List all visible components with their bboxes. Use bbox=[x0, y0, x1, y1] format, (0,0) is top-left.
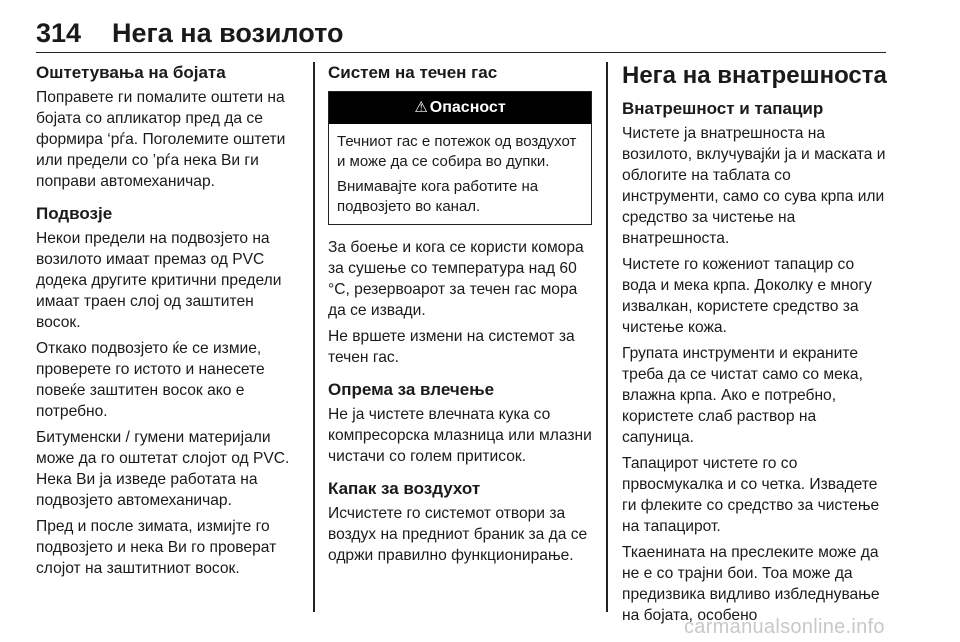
paragraph: Тапацирот чистете го со првосмукалка и со четка. Извадете ги флеките со средство за чистење на тапацирот. bbox=[622, 455, 880, 535]
section-heading-underbody: Подвозје bbox=[36, 204, 113, 223]
watermark: carmanualsonline.info bbox=[684, 616, 885, 638]
danger-box bbox=[328, 91, 592, 225]
section-heading-air-cover: Капак за воздухот bbox=[328, 479, 481, 498]
paragraph: Некои предели на подвозјето на возилото имаат премаз од PVC додека другите критични предели имаат траен слој од заштитен восок. bbox=[36, 230, 282, 331]
paragraph: Битуменски / гумени материјали може да го оштетат слојот од PVC. Нека Ви ја изведе работата на подвозјето автомеханичар. bbox=[36, 429, 290, 509]
paragraph: Течниот гас е потежок од воздухот и може да се собира во дупки. bbox=[337, 133, 577, 170]
warning-triangle-icon: ⚠ bbox=[414, 99, 428, 116]
paragraph: Чистете го кожениот тапацир со вода и мека крпа. Доколку е многу извалкан, користете средство за чистење кожа. bbox=[622, 256, 872, 336]
paragraph: Исчистете го системот отвори за воздух на предниот браник за да се одржи правилно функционирање. bbox=[328, 505, 588, 564]
paragraph: Пред и после зимата, измијте го подвозјето и нека Ви го проверат слојот на заштитниот восок. bbox=[36, 518, 277, 577]
section-heading-gas: Систем на течен гас bbox=[328, 63, 498, 82]
danger-body bbox=[329, 124, 591, 224]
column-right bbox=[622, 62, 890, 631]
paragraph: Чистете ја внатрешноста на возилото, вклучувајќи ја и маската и облогите на таблата со инструменти, само со сува крпа или средство за чистење на внатрешноста. bbox=[622, 125, 886, 247]
section-heading-towing: Опрема за влечење bbox=[328, 380, 495, 399]
section-heading-paint: Оштетувања на бојата bbox=[36, 63, 226, 82]
paragraph: Внимавајте кога работите на подвозјето во канал. bbox=[337, 178, 539, 215]
paragraph: Не вршете измени на системот за течен гас. bbox=[328, 328, 575, 366]
chapter-heading-interior: Нега на внатрешноста bbox=[622, 62, 887, 89]
paragraph: Откако подвозјето ќе се измие, проверете го истото и нанесете повеќе заштитен восок ако е потребно. bbox=[36, 340, 265, 420]
column-divider bbox=[606, 62, 608, 612]
page-number: 314 bbox=[36, 18, 82, 48]
paragraph: Групата инструменти и екраните треба да се чистат само со мека, влажна крпа. Ако е потребно, користете слаб раствор на сапуница. bbox=[622, 345, 863, 446]
paragraph: Не ја чистете влечната кука со компресорска млазница или млазни чистачи со голем притисок. bbox=[328, 406, 592, 465]
section-heading-upholstery: Внатрешност и тапацир bbox=[622, 99, 824, 118]
danger-title: Опасност bbox=[429, 99, 506, 116]
page-header bbox=[36, 18, 886, 53]
page-title: Нега на возилото bbox=[112, 18, 344, 48]
danger-header bbox=[329, 92, 591, 124]
paragraph: Ткаенината на преслеките може да не е со трајни бои. Тоа може да предизвика видливо избледнување на бојата, особено bbox=[622, 544, 880, 624]
paragraph: За боење и кога се користи комора за сушење со температура над 60 °C, резервоарот за течен гас мора да се извади. bbox=[328, 239, 584, 319]
column-left bbox=[36, 62, 302, 584]
column-divider bbox=[313, 62, 315, 612]
column-middle bbox=[328, 62, 592, 571]
paragraph: Поправете ги помалите оштети на бојата со апликатор пред да се формира ‘рѓа. Поголемите оштети или предели со ’рѓа нека Ви ги поправи автомеханичар. bbox=[36, 89, 286, 190]
